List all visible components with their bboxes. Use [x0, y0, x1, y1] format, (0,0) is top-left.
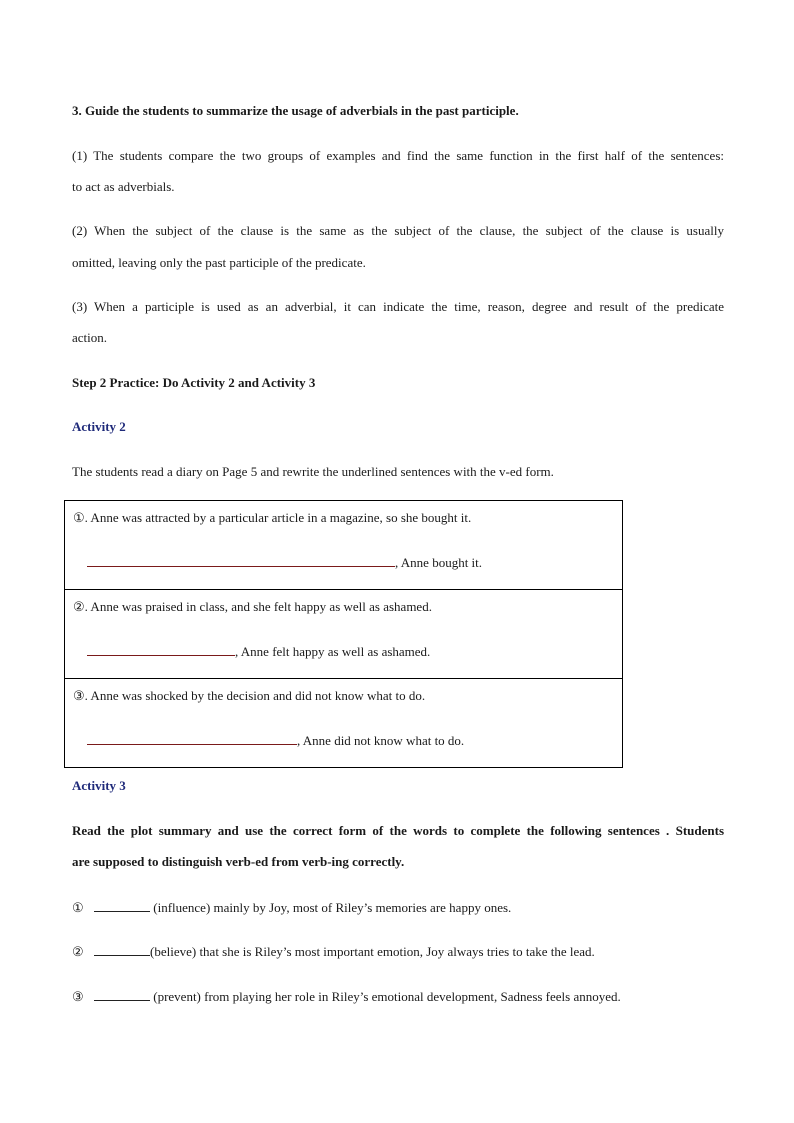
point2-line1: (2) When the subject of the clause is the same as the subject of the clause, the subject of the clause is usually	[72, 223, 724, 238]
sentence-text-2: (believe) that she is Riley’s most important emotion, Joy always tries to take the lead.	[150, 944, 595, 959]
sentence-blank-1[interactable]	[94, 899, 150, 912]
exercise-answer-3	[87, 732, 464, 748]
sentence-blank-3[interactable]	[94, 988, 150, 1001]
exercise-answer-1	[87, 554, 482, 570]
exercise-cell-1	[65, 501, 623, 590]
sentence-text-1: (influence) mainly by Joy, most of Riley’s memories are happy ones.	[150, 900, 512, 915]
answer-tail-3: , Anne did not know what to do.	[297, 733, 465, 748]
exercise-question-2: ②. Anne was praised in class, and she felt happy as well as ashamed.	[73, 599, 432, 614]
activity3-sentence-3	[72, 988, 724, 1004]
activity3-instruction-line1: Read the plot summary and use the correct form of the words to complete the following sentences . Students	[72, 823, 724, 838]
point1-line1: (1) The students compare the two groups of examples and find the same function in the first half of the sentences:	[72, 148, 724, 163]
sentence-marker-1: ①	[72, 900, 84, 915]
activity2-exercise-table	[64, 500, 623, 768]
answer-blank-2[interactable]	[87, 643, 235, 656]
section3-heading: 3. Guide the students to summarize the usage of adverbials in the past participle.	[72, 103, 519, 118]
activity2-title: Activity 2	[72, 419, 126, 434]
step2-heading: Step 2 Practice: Do Activity 2 and Activity 3	[72, 375, 316, 390]
sentence-marker-3: ③	[72, 989, 84, 1004]
answer-blank-1[interactable]	[87, 554, 395, 567]
answer-tail-1: , Anne bought it.	[395, 555, 483, 570]
answer-blank-3[interactable]	[87, 732, 297, 745]
exercise-cell-3	[65, 679, 623, 768]
point3-line2: action.	[72, 330, 108, 345]
answer-tail-2: , Anne felt happy as well as ashamed.	[235, 644, 431, 659]
activity2-instruction: The students read a diary on Page 5 and rewrite the underlined sentences with the v-ed form.	[72, 464, 554, 479]
table-row	[65, 501, 623, 590]
sentence-blank-2[interactable]	[94, 943, 150, 956]
exercise-cell-2	[65, 590, 623, 679]
activity3-title: Activity 3	[72, 778, 126, 793]
exercise-question-3: ③. Anne was shocked by the decision and did not know what to do.	[73, 688, 426, 703]
point1-line2: to act as adverbials.	[72, 179, 175, 194]
point2-line2: omitted, leaving only the past participle of the predicate.	[72, 255, 366, 270]
activity3-instruction-line2: are supposed to distinguish verb-ed from verb-ing correctly.	[72, 854, 405, 869]
point3-line1: (3) When a participle is used as an adverbial, it can indicate the time, reason, degree and result of the predicate	[72, 299, 724, 314]
exercise-answer-2	[87, 643, 430, 659]
activity3-sentence-2	[72, 943, 724, 959]
sentence-marker-2: ②	[72, 944, 84, 959]
sentence-text-3: (prevent) from playing her role in Riley’s emotional development, Sadness feels annoyed.	[150, 989, 621, 1004]
table-row	[65, 590, 623, 679]
table-row	[65, 679, 623, 768]
exercise-question-1: ①. Anne was attracted by a particular article in a magazine, so she bought it.	[73, 510, 472, 525]
activity3-sentence-1	[72, 899, 724, 915]
